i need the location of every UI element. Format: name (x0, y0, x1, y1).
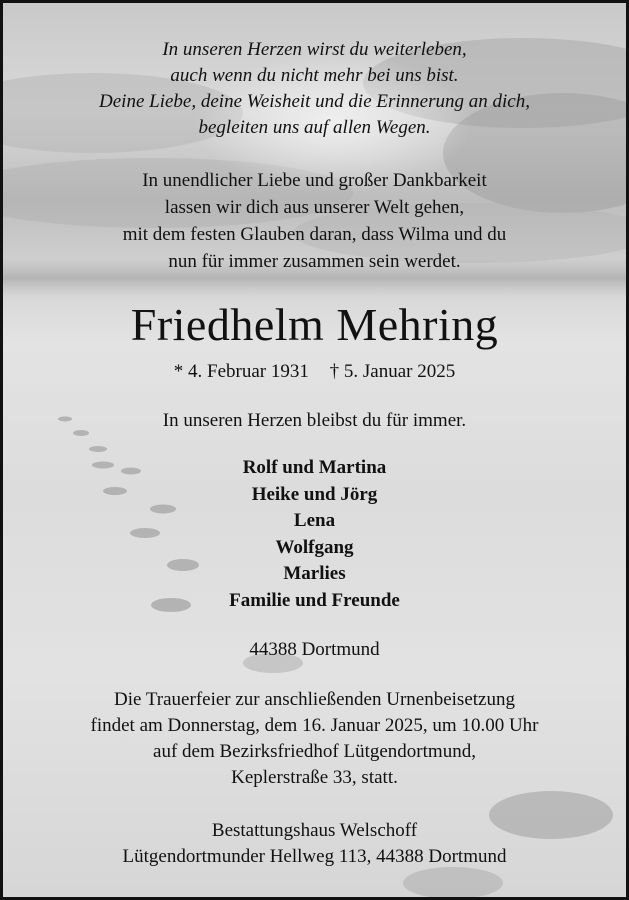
funeral-home (3, 818, 626, 870)
verse-line: In unseren Herzen wirst du weiterleben, (162, 39, 467, 60)
service-line: auf dem Bezirksfriedhof Lütgendortmund, (153, 741, 476, 762)
funeral-service-info (3, 687, 626, 791)
death-date: † 5. Januar 2025 (329, 361, 456, 382)
service-line: findet am Donnerstag, dem 16. Januar 2025, um 10.00 Uhr (90, 715, 539, 736)
memorial-motto: In unseren Herzen bleibst du für immer. (162, 410, 467, 431)
mourner-name: Lena (293, 510, 336, 531)
mourner-name: Wolfgang (275, 536, 354, 558)
mourners-city: 44388 Dortmund (249, 639, 380, 660)
birth-date: * 4. Februar 1931 (173, 361, 309, 382)
mourner-name: Familie und Freunde (229, 589, 400, 611)
service-line: Die Trauerfeier zur anschließenden Urnenbeisetzung (114, 689, 515, 710)
verse-line: auch wenn du nicht mehr bei uns bist. (170, 65, 459, 86)
verse-line: Deine Liebe, deine Weisheit und die Erinnerung an dich, (99, 91, 530, 112)
farewell-line: In unendlicher Liebe und großer Dankbarkeit (142, 170, 487, 191)
deceased-name: Friedhelm Mehring (130, 299, 499, 350)
memorial-verse (3, 37, 626, 141)
funeral-home-name: Bestattungshaus Welschoff (211, 820, 418, 841)
mourner-name: Marlies (283, 563, 346, 584)
mourner-name: Rolf und Martina (242, 457, 387, 478)
verse-line: begleiten uns auf allen Wegen. (198, 117, 431, 138)
farewell-line: mit dem festen Glauben daran, dass Wilma und du (122, 224, 507, 245)
mourners-list (3, 455, 626, 614)
farewell-text (3, 167, 626, 275)
life-dates (3, 359, 626, 385)
farewell-line: nun für immer zusammen sein werdet. (168, 251, 461, 272)
farewell-line: lassen wir dich aus unserer Welt gehen, (164, 197, 465, 218)
funeral-home-address: Lütgendortmunder Hellweg 113, 44388 Dortmund (122, 846, 507, 867)
service-line: Keplerstraße 33, statt. (231, 767, 398, 788)
mourner-name: Heike und Jörg (251, 483, 378, 505)
